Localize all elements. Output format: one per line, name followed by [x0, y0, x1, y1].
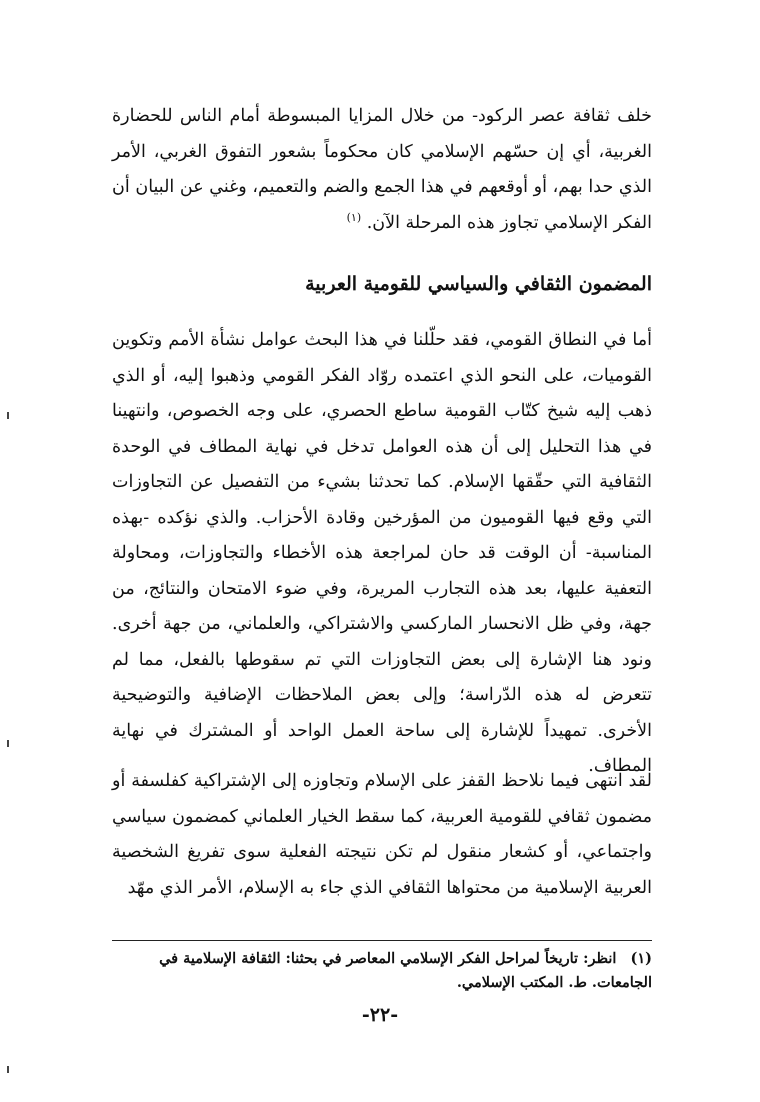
margin-mark — [7, 412, 9, 419]
paragraph-1-text: خلف ثقافة عصر الركود- من خلال المزايا المبسوطة أمام الناس للحضارة الغربية، أي إن حسّهم الإسلامي كان محكوماً بشعور التفوق الغربي، الأمر الذي حدا بهم، أو أوقعهم في هذا الجمع والضم والتعميم، وغني عن البيان أن الفكر الإسلامي تجاوز هذه المرحلة الآن. — [112, 106, 652, 233]
paragraph-continuation — [112, 99, 652, 241]
footnote — [112, 947, 652, 995]
footnote-divider — [112, 940, 652, 941]
paragraph-national-scope: أما في النطاق القومي، فقد حلّلنا في هذا البحث عوامل نشأة الأمم وتكوين القوميات، على النحو الذي اعتمده روّاد الفكر القومي وذهبوا إليه، أو الذي ذهب إليه شيخ كتّاب القومية ساطع الحصري، على وجه الخصوص، وانتهينا في هذا التحليل إلى أن هذه العوامل تدخل في نهاية المطاف في الوحدة الثقافية التي حقّقها الإسلام. كما تحدثنا بشيء من التفصيل عن التجاوزات التي وقع فيها القوميون من المؤرخين وقادة الأحزاب. والذي نؤكده -بهذه المناسبة- أن الوقت قد حان لمراجعة هذه الأخطاء والتجاوزات، ومحاولة التعفية عليها، بعد هذه التجارب المريرة، وفي ضوء الامتحان والنتائج، من جهة، وفي ظل الانحسار الماركسي والاشتراكي، والعلماني، من جهة أخرى. ونود هنا الإشارة إلى بعض التجاوزات التي تم سقوطها بالفعل، مما لم تتعرض له هذه الدّراسة؛ وإلى بعض الملاحظات الإضافية والتوضيحية الأخرى. تمهيداً للإشارة إلى ساحة العمل الواحد أو المشترك في نهاية المطاف. — [112, 330, 652, 776]
section-heading: المضمون الثقافي والسياسي للقومية العربية — [305, 273, 652, 295]
footnote-number: (١) — [630, 950, 652, 967]
margin-mark — [7, 1066, 9, 1073]
footnote-text: انظر: تاريخاً لمراحل الفكر الإسلامي المعاصر في بحثنا: الثقافة الإسلامية في الجامعات. ط. المكتب الإسلامي. — [159, 950, 652, 991]
paragraph-socialism-secularism: لقد انتهى فيما نلاحظ القفز على الإسلام وتجاوزه إلى الإشتراكية كفلسفة أو مضمون ثقافي للقومية العربية، كما سقط الخيار العلماني كمضمون سياسي واجتماعي، أو كشعار منقول لم تكن نتيجته الفعلية سوى تفريغ الشخصية العربية الإسلامية من محتواها الثقافي الذي جاء به الإسلام، الأمر الذي مهّد — [112, 771, 652, 898]
footnote-reference: (١) — [346, 210, 362, 224]
page-number: -٢٢- — [361, 1004, 399, 1026]
margin-mark — [7, 740, 9, 747]
